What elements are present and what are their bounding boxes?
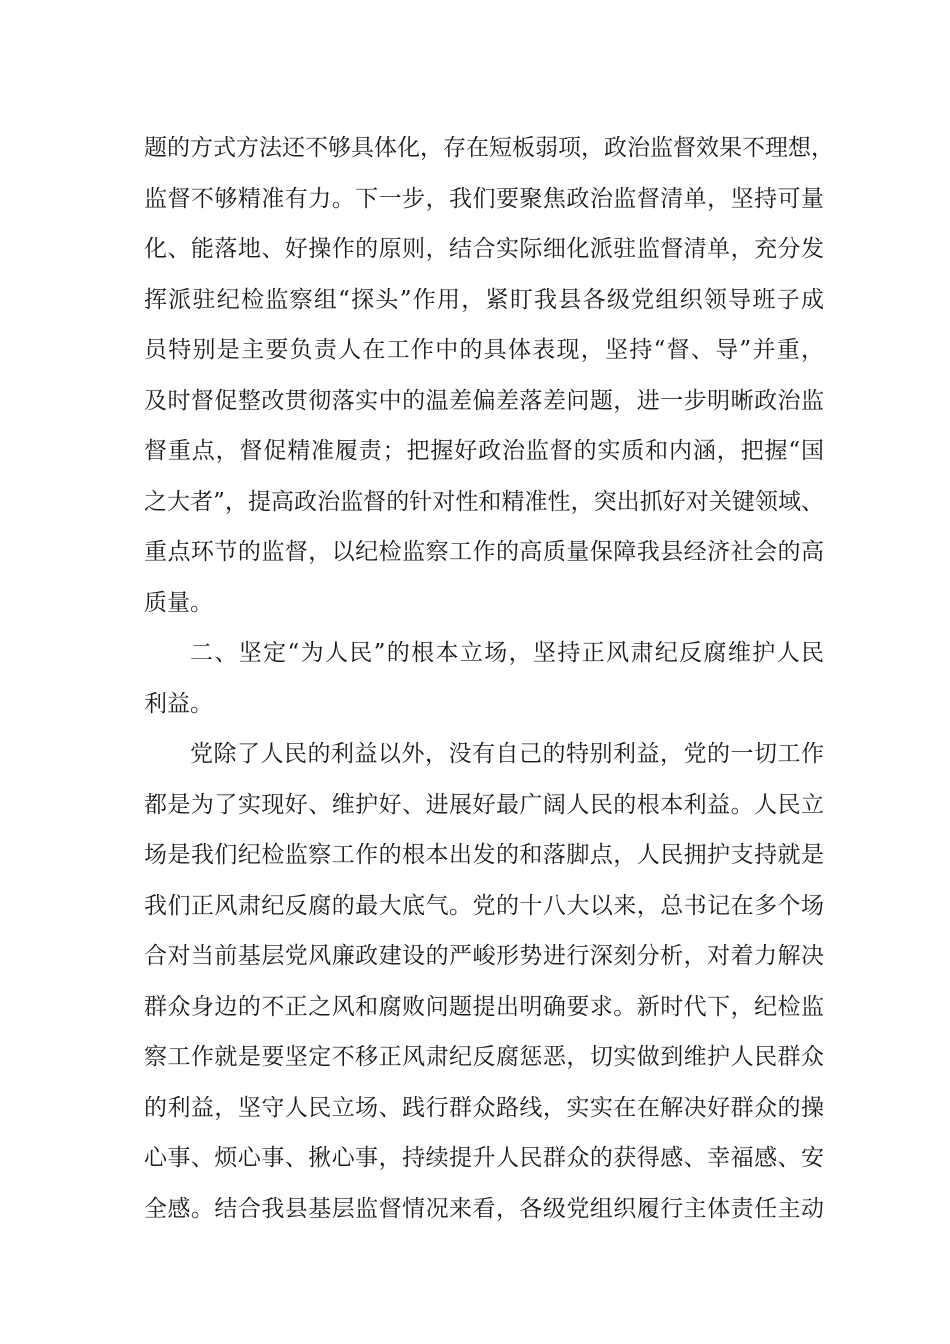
text-line: 全感。结合我县基层监督情况来看，各级党组织履行主体责任主动 <box>144 1195 824 1222</box>
section-heading-line: 利益。 <box>144 690 213 717</box>
text-line: 挥派驻纪检监察组“探头”作用，紧盯我县各级党组织领导班子成 <box>144 286 824 313</box>
text-line: 察工作就是要坚定不移正风肃纪反腐惩恶，切实做到维护人民群众 <box>144 1044 824 1070</box>
text-line: 化、能落地、好操作的原则，结合实际细化派驻监督清单，充分发 <box>144 236 824 262</box>
text-line: 党除了人民的利益以外，没有自己的特别利益，党的一切工作 <box>190 741 824 767</box>
text-line: 监督不够精准有力。下一步，我们要聚焦政治监督清单，坚持可量 <box>144 185 824 212</box>
text-line: 的利益，坚守人民立场、践行群众路线，实实在在解决好群众的操 <box>144 1094 824 1121</box>
text-line: 场是我们纪检监察工作的根本出发的和落脚点，人民拥护支持就是 <box>144 842 824 868</box>
document-body <box>144 130 834 1241</box>
text-line: 及时督促整改贯彻落实中的温差偏差落差问题，进一步明晰政治监 <box>144 387 824 414</box>
text-line: 题的方式方法还不够具体化，存在短板弱项，政治监督效果不理想， <box>144 135 834 161</box>
text-line: 合对当前基层党风廉政建设的严峻形势进行深刻分析，对着力解决 <box>144 943 824 969</box>
text-line: 之大者”，提高政治监督的针对性和精准性，突出抓好对关键领域、 <box>144 488 824 515</box>
text-line: 都是为了实现好、维护好、进展好最广阔人民的根本利益。人民立 <box>144 791 824 818</box>
text-line: 质量。 <box>144 589 213 616</box>
text-line: 我们正风肃纪反腐的最大底气。党的十八大以来，总书记在多个场 <box>144 892 824 919</box>
text-line: 重点环节的监督，以纪检监察工作的高质量保障我县经济社会的高 <box>144 539 824 565</box>
text-line: 心事、烦心事、揪心事，持续提升人民群众的获得感、幸福感、安 <box>144 1145 824 1171</box>
text-line: 员特别是主要负责人在工作中的具体表现，坚持“督、导”并重， <box>144 337 824 363</box>
section-heading-line: 二、坚定“为人民”的根本立场，坚持正风肃纪反腐维护人民 <box>190 640 824 666</box>
text-line: 群众身边的不正之风和腐败问题提出明确要求。新时代下，纪检监 <box>144 993 824 1020</box>
text-line: 督重点，督促精准履责；把握好政治监督的实质和内涵，把握“国 <box>144 438 824 464</box>
